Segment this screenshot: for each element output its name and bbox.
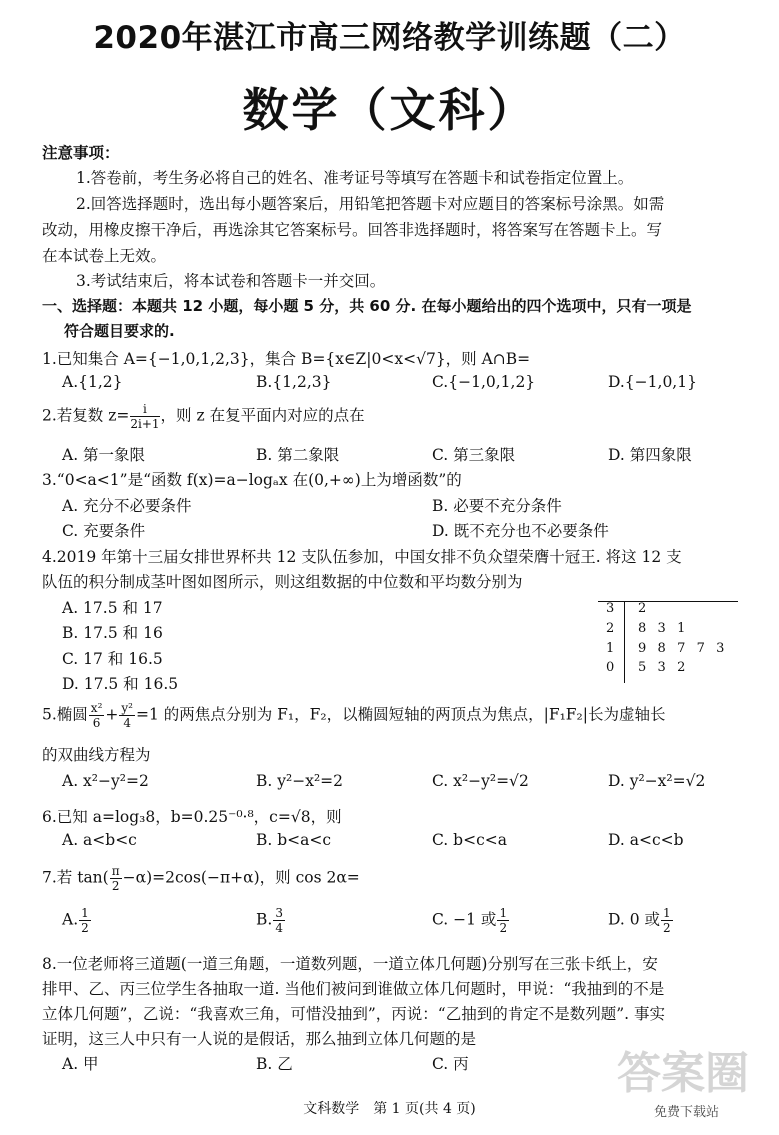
fraction-numerator: 1 (663, 906, 671, 920)
question-1-option-b: B.{1,2,3} (256, 373, 332, 391)
question-4-option-b: B. 17.5 和 16 (62, 624, 163, 642)
plus-sign: + (105, 705, 119, 724)
fraction-denominator: 2 (663, 921, 671, 935)
question-3-option-a: A. 充分不必要条件 (62, 497, 192, 515)
question-8-line4: 证明，这三人中只有一人说的是假话，那么抽到立体几何题的是 (42, 1030, 477, 1048)
question-5-fraction-2 (119, 701, 135, 730)
question-5-option-c: C. x²−y²=√2 (432, 772, 529, 790)
question-3-option-c: C. 充要条件 (62, 522, 146, 540)
question-6-option-c: C. b<c<a (432, 831, 507, 849)
stem-value: 3 (606, 601, 615, 616)
question-1-option-d: D.{−1,0,1} (608, 373, 697, 391)
stem-value: 1 (606, 641, 615, 656)
stem-leaf-plot (598, 597, 738, 683)
question-8-line1: 8.一位老师将三道题(一道三角题，一道数列题，一道立体几何题)分别写在三张卡纸上，安 (42, 955, 658, 973)
fraction-denominator: 4 (123, 716, 131, 730)
question-2-stem-pre: 2.若复数 z= (42, 406, 130, 425)
subject-title: 数学（文科） (242, 83, 537, 137)
question-8-option-b: B. 乙 (256, 1055, 293, 1073)
leaf-values: 5 3 2 (638, 660, 687, 675)
question-5-line2: 的双曲线方程为 (42, 746, 151, 764)
option-fraction (497, 906, 509, 935)
fraction-numerator: 1 (81, 906, 89, 920)
question-8-line2: 排甲、乙、丙三位学生各抽取一道. 当他们被问到谁做立体几何题时，甲说：“我抽到的不是 (42, 980, 665, 998)
question-2-stem-post: ，则 z 在复平面内对应的点在 (160, 406, 365, 425)
question-7-stem-pre: 7.若 tan( (42, 868, 109, 887)
stem-value: 0 (606, 660, 615, 675)
question-7-fraction (110, 864, 122, 893)
leaf-values: 9 8 7 7 3 (638, 641, 726, 656)
question-7-stem-post: −α)=2cos(−π+α)，则 cos 2α= (122, 868, 360, 887)
question-1-option-c: C.{−1,0,1,2} (432, 373, 536, 391)
watermark-caption: 免费下载站 (654, 1105, 720, 1120)
question-8-option-c: C. 丙 (432, 1055, 469, 1073)
question-6-stem: 6.已知 a=log₃8，b=0.25⁻⁰·⁸，c=√8，则 (42, 808, 342, 826)
option-fraction (661, 906, 673, 935)
question-2-option-a: A. 第一象限 (62, 446, 146, 464)
question-4-line1: 4.2019 年第十三届女排世界杯共 12 支队伍参加，中国女排不负众望荣膺十冠王. 将这 12 支 (42, 548, 682, 566)
note-item-3: 3.考试结束后，将本试卷和答题卡一并交回。 (76, 272, 386, 290)
page-footer: 文科数学 第 1 页(共 4 页) (303, 1101, 476, 1117)
question-2-option-d: D. 第四象限 (608, 446, 692, 464)
question-4-line2: 队伍的积分制成茎叶图如图所示，则这组数据的中位数和平均数分别为 (42, 573, 523, 591)
option-label: A. (62, 910, 79, 929)
fraction-numerator: x² (90, 701, 103, 715)
question-2-option-b: B. 第二象限 (256, 446, 340, 464)
question-5-stem (42, 701, 666, 730)
note-item-1: 1.答卷前，考生务必将自己的姓名、准考证号等填写在答题卡和试卷指定位置上。 (76, 169, 634, 187)
watermark-logo-text: 答案圈 (617, 1048, 749, 1099)
question-5-stem-pre: 5.椭圆 (42, 705, 88, 724)
question-5-fraction-1 (89, 701, 105, 730)
option-fraction (79, 906, 91, 935)
question-5-stem-mid: =1 的两焦点分别为 F₁，F₂，以椭圆短轴的两顶点为焦点，|F₁F₂|长为虚轴长 (135, 705, 666, 724)
question-2-option-c: C. 第三象限 (432, 446, 516, 464)
question-7-option-c (432, 906, 510, 935)
note-item-2-line3: 在本试卷上无效。 (42, 247, 167, 265)
question-8-option-a: A. 甲 (62, 1055, 99, 1073)
question-6-option-b: B. b<a<c (256, 831, 332, 849)
question-4-option-a: A. 17.5 和 17 (62, 599, 163, 617)
option-label: B. (256, 910, 273, 929)
fraction-denominator: 2 (81, 921, 89, 935)
question-5-option-a: A. x²−y²=2 (62, 772, 149, 790)
question-3-stem: 3.“0<a<1”是“函数 f(x)=a−logₐx 在(0,+∞)上为增函数”的 (42, 471, 462, 489)
question-4-option-d: D. 17.5 和 16.5 (62, 675, 179, 693)
question-7-option-a (62, 906, 92, 935)
section-heading-line2: 符合题目要求的. (64, 322, 175, 340)
question-6-option-a: A. a<b<c (62, 831, 137, 849)
note-item-2-line2: 改动，用橡皮擦干净后，再选涂其它答案标号。回答非选择题时，将答案写在答题卡上。写 (42, 221, 663, 239)
fraction-numerator: 1 (499, 906, 508, 920)
leaf-values: 2 (638, 601, 648, 616)
fraction-numerator: i (130, 402, 159, 417)
fraction-denominator: 2 (499, 921, 508, 935)
note-item-2-line1: 2.回答选择题时，选出每小题答案后，用铅笔把答题卡对应题目的答案标号涂黑。如需 (76, 195, 665, 213)
question-3-option-b: B. 必要不充分条件 (432, 497, 562, 515)
question-2-fraction (130, 402, 159, 431)
plot-stem-divider (624, 601, 625, 683)
question-7-option-d (608, 906, 674, 935)
stem-value: 2 (606, 621, 615, 636)
fraction-denominator: 6 (92, 716, 101, 730)
question-7-stem (42, 864, 360, 893)
section-heading: 一、选择题：本题共 12 小题，每小题 5 分，共 60 分. 在每小题给出的四个选项中，只有一项是 (42, 297, 692, 315)
question-1-option-a: A.{1,2} (62, 373, 123, 391)
question-8-line3: 立体几何题”，乙说：“我喜欢三角，可惜没抽到”，丙说：“乙抽到的肯定不是数列题”. 事实 (42, 1005, 665, 1023)
exam-title: 2020年湛江市高三网络教学训练题（二） (93, 20, 686, 56)
question-5-option-d: D. y²−x²=√2 (608, 772, 706, 790)
leaf-values: 8 3 1 (638, 621, 687, 636)
option-label: D. 0 或 (608, 910, 661, 929)
question-7-option-b (256, 906, 286, 935)
question-1-stem: 1.已知集合 A={−1,0,1,2,3}，集合 B={x∈Z|0<x<√7}，则 A∩B= (42, 350, 531, 368)
option-label: C. −1 或 (432, 910, 497, 929)
fraction-numerator: y² (121, 701, 133, 715)
fraction-denominator: 2 (111, 879, 120, 893)
fraction-numerator: 3 (275, 906, 283, 920)
question-2-stem (42, 402, 365, 431)
notes-heading: 注意事项： (42, 144, 120, 162)
question-3-option-d: D. 既不充分也不必要条件 (432, 522, 609, 540)
option-fraction (273, 906, 285, 935)
question-5-option-b: B. y²−x²=2 (256, 772, 344, 790)
plot-top-rule (598, 601, 738, 602)
fraction-numerator: π (111, 864, 120, 878)
question-6-option-d: D. a<c<b (608, 831, 684, 849)
fraction-denominator: 4 (275, 921, 283, 935)
question-4-option-c: C. 17 和 16.5 (62, 650, 163, 668)
fraction-denominator: 2i+1 (130, 417, 160, 431)
